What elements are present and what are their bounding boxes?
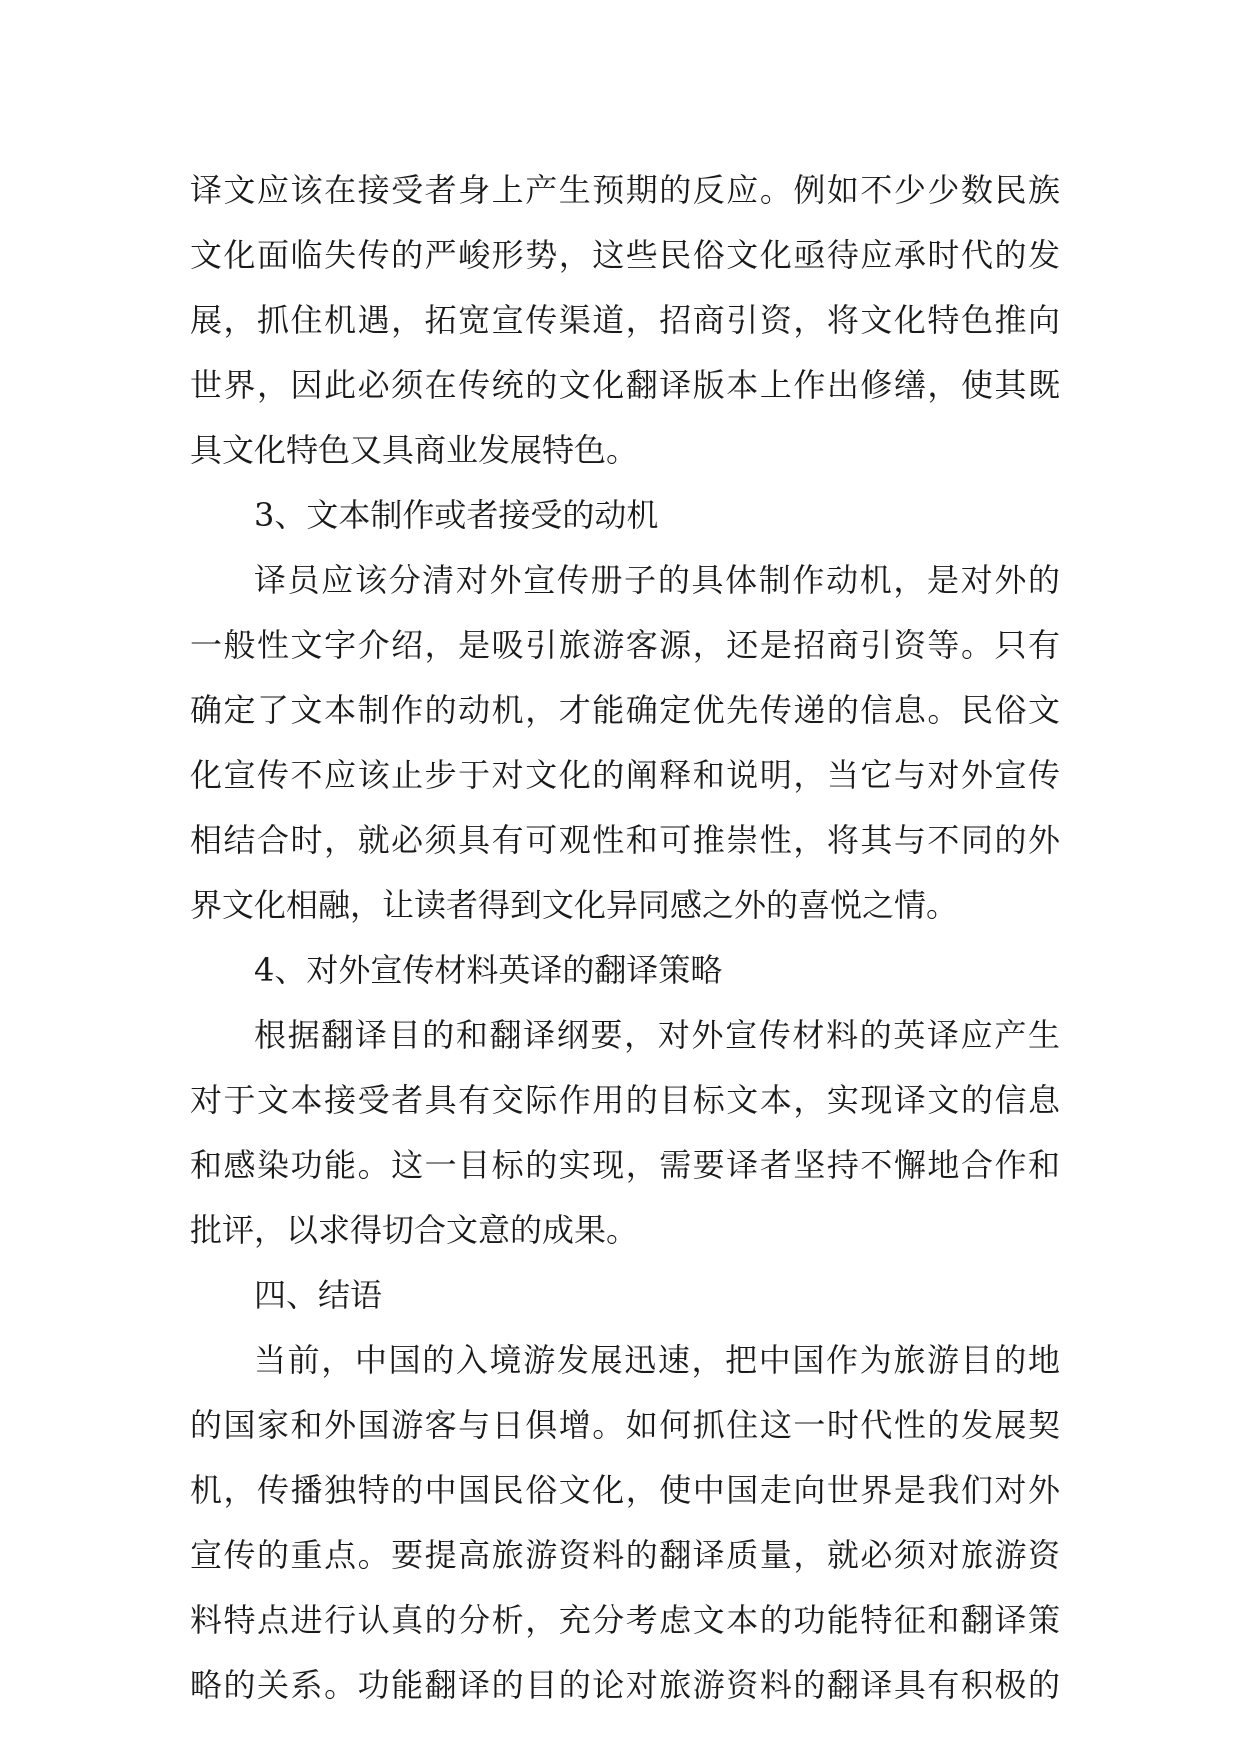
text-line: 四、结语 — [254, 1276, 383, 1314]
text-line: 译员应该分清对外宣传册子的具体制作动机，是对外的 — [254, 561, 1060, 599]
text-line: 3、文本制作或者接受的动机 — [254, 496, 659, 534]
text-line: 和感染功能。这一目标的实现，需要译者坚持不懈地合作和 — [190, 1146, 1060, 1184]
text-line: 对于文本接受者具有交际作用的目标文本，实现译文的信息 — [190, 1081, 1060, 1119]
text-line: 的国家和外国游客与日俱增。如何抓住这一时代性的发展契 — [190, 1406, 1060, 1444]
text-line: 具文化特色又具商业发展特色。 — [190, 431, 639, 469]
document-body — [190, 158, 1060, 1718]
text-line: 机，传播独特的中国民俗文化，使中国走向世界是我们对外 — [190, 1471, 1060, 1509]
text-line: 根据翻译目的和翻译纲要，对外宣传材料的英译应产生 — [254, 1016, 1060, 1054]
text-line: 展，抓住机遇，拓宽宣传渠道，招商引资，将文化特色推向 — [190, 301, 1060, 339]
text-line: 界文化相融，让读者得到文化异同感之外的喜悦之情。 — [190, 886, 959, 924]
text-line: 一般性文字介绍，是吸引旅游客源，还是招商引资等。只有 — [190, 626, 1060, 664]
text-line: 确定了文本制作的动机，才能确定优先传递的信息。民俗文 — [190, 691, 1060, 729]
text-line: 世界，因此必须在传统的文化翻译版本上作出修缮，使其既 — [190, 366, 1060, 404]
text-line: 略的关系。功能翻译的目的论对旅游资料的翻译具有积极的 — [190, 1666, 1060, 1704]
text-line: 宣传的重点。要提高旅游资料的翻译质量，就必须对旅游资 — [190, 1536, 1060, 1574]
text-line: 化宣传不应该止步于对文化的阐释和说明，当它与对外宣传 — [190, 756, 1060, 794]
text-line: 译文应该在接受者身上产生预期的反应。例如不少少数民族 — [190, 171, 1060, 209]
text-line: 料特点进行认真的分析，充分考虑文本的功能特征和翻译策 — [190, 1601, 1060, 1639]
text-line: 4、对外宣传材料英译的翻译策略 — [254, 951, 723, 989]
text-line: 文化面临失传的严峻形势，这些民俗文化亟待应承时代的发 — [190, 236, 1060, 274]
text-line: 当前，中国的入境游发展迅速，把中国作为旅游目的地 — [254, 1341, 1060, 1379]
text-line: 相结合时，就必须具有可观性和可推崇性，将其与不同的外 — [190, 821, 1060, 859]
text-line: 批评，以求得切合文意的成果。 — [190, 1211, 639, 1249]
